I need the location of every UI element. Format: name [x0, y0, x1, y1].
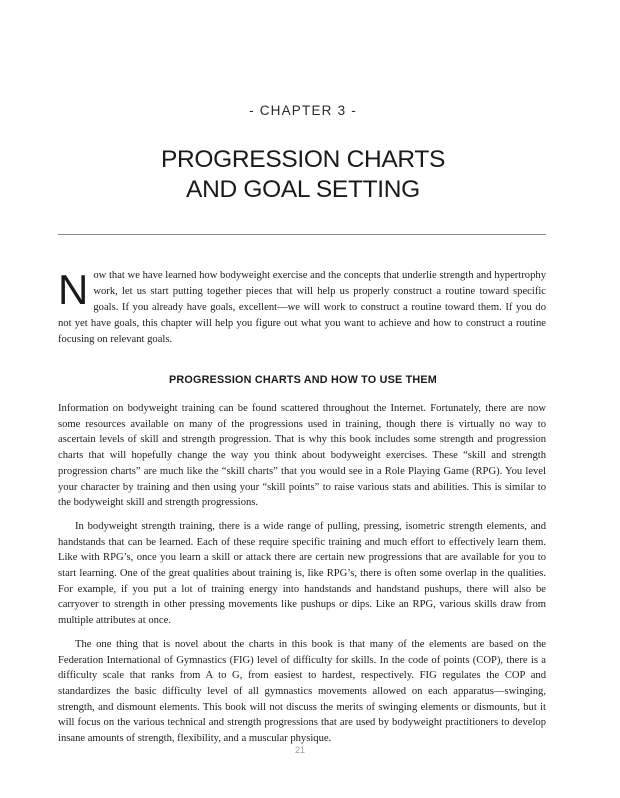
body-text [58, 401, 546, 755]
body-paragraph-2: In bodyweight strength training, there is a wide range of pulling, pressing, isometric strength elements, and handstands that can be learned. Each of these require specific training and much effort to effectively learn them. Like with RPG’s, once you learn a skill or attack there are certain new progressions that are available for you to start learning. One of the great qualities about training is, like RPG’s, there is often some overlap in the qualities. For example, if you put a lot of training energy into handstands and handstand pushups, there will also be carryover to strength in other pressing movements like pushups or dips. Like an RPG, various skills draw from multiple attributes at once. [58, 520, 546, 627]
page-number: 21 [294, 745, 305, 755]
chapter-title-line-2: AND GOAL SETTING [186, 176, 420, 203]
body-paragraph-3: The one thing that is novel about the charts in this book is that many of the elements are based on the Federation International of Gymnastics (FIG) level of difficulty for skills. In the code of points (COP), there is a difficulty scale that ranks from A to G, from easiest to hardest, respectively. FIG regulates the COP and standardizes the basic difficulty level of all gymnastics movements allowed on each apparatus—swinging, strength, and dismount elements. This book will not discuss the merits of swinging elements or dismounts, but it will focus on the various technical and strength progressions that are used by bodyweight practitioners to develop insane amounts of strength, flexibility, and a muscular physique. [58, 638, 546, 745]
title-divider [58, 234, 546, 235]
section-heading: PROGRESSION CHARTS AND HOW TO USE THEM [169, 374, 437, 386]
chapter-title [0, 145, 606, 205]
chapter-title-line-1: PROGRESSION CHARTS [160, 146, 446, 173]
drop-cap: N [58, 266, 89, 313]
intro-paragraph [58, 268, 546, 348]
intro-text: ow that we have learned how bodyweight exercise and the concepts that underlie strength and hypertrophy work, let us start putting together pieces that will help us properly construct a routine toward specific goals. If you already have goals, excellent—we will work to construct a routine toward them. If you do not yet have goals, this chapter will help you figure out what you want to achieve and how to construct a routine focusing on relevant goals. [58, 270, 546, 345]
body-paragraph-1: Information on bodyweight training can be found scattered throughout the Internet. Fortunately, there are now some resources available on many of the progressions used in training, though there is virtually no way to ascertain levels of skill and strength progression. That is why this book includes some strength and progression charts that will hopefully change the way you think about bodyweight exercises. These “skill and strength progression charts” are much like the “skill charts” that you would see in a Role Playing Game (RPG). You level your character by training and then using your “skill points” to raise various stats and abilities. This is similar to the bodyweight skill and strength progressions. [58, 403, 546, 509]
chapter-label: - CHAPTER 3 - [249, 103, 357, 118]
